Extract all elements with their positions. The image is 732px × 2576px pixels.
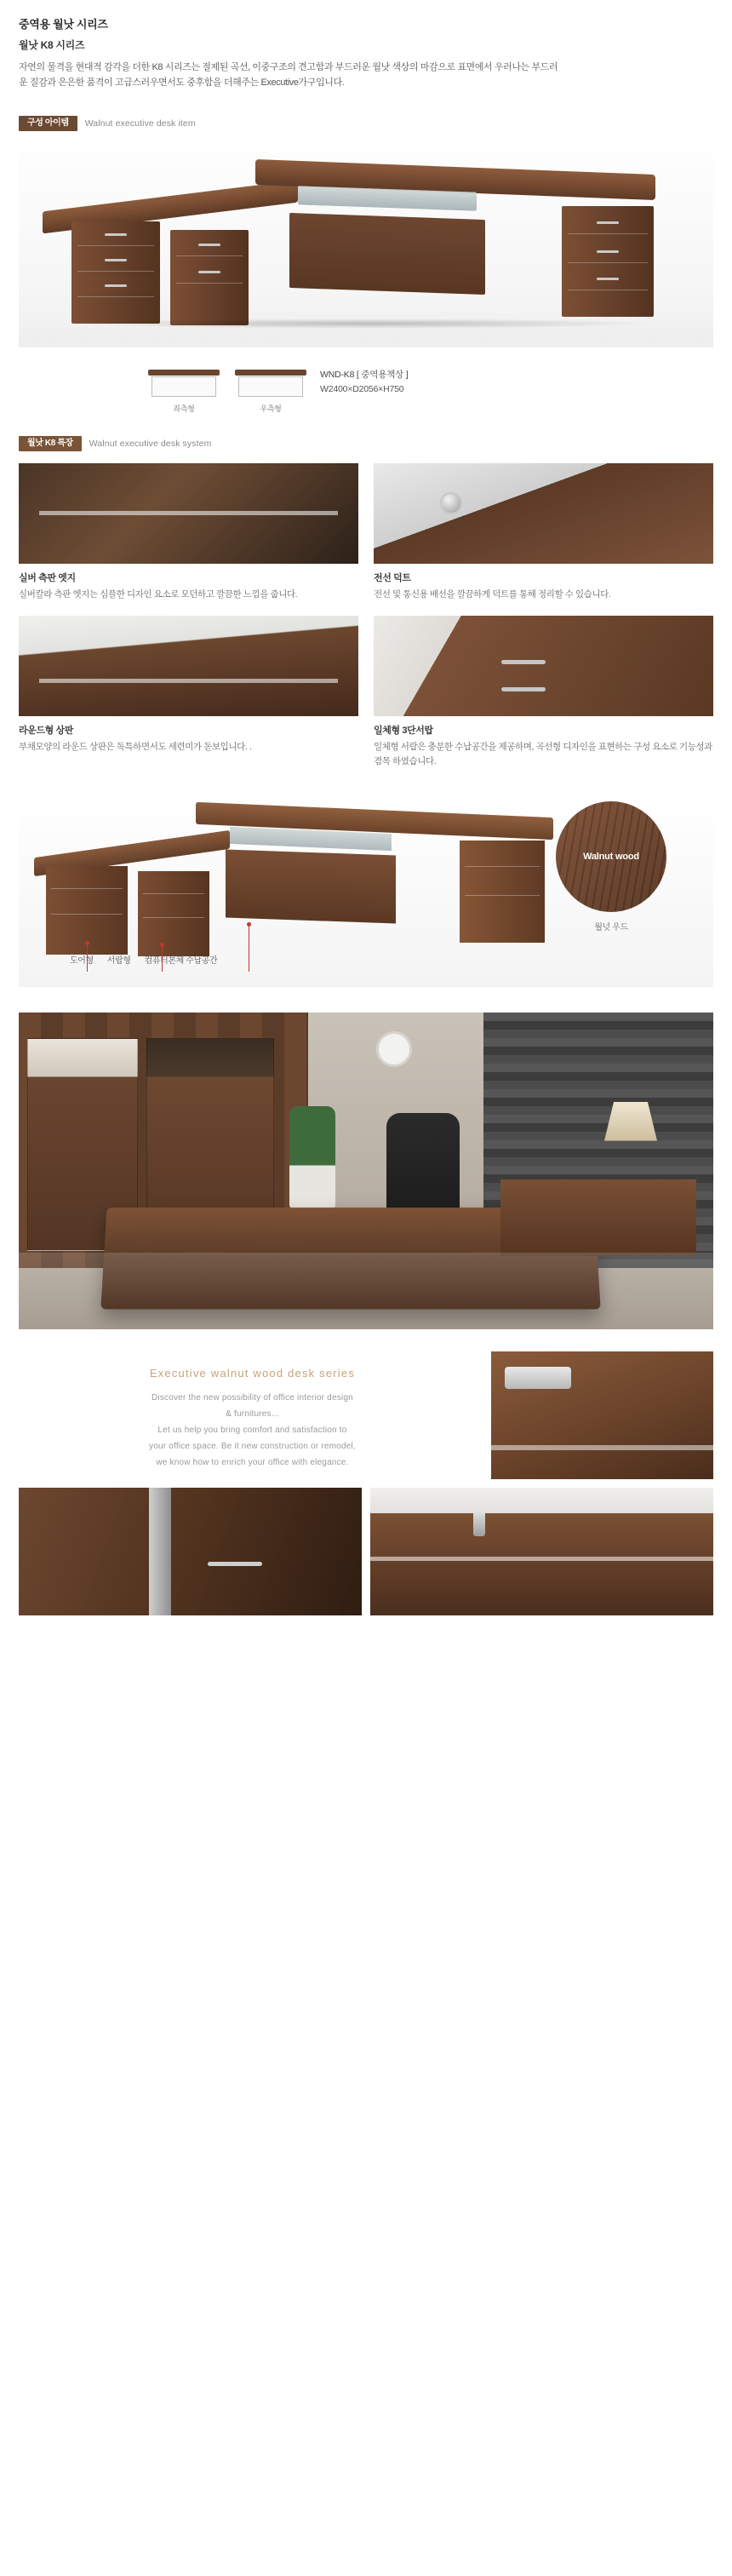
feature-item [19, 463, 358, 602]
section-header-features [19, 436, 732, 451]
spec-text [320, 363, 409, 394]
feature-desc: 일체형 서랍은 충분한 수납공간을 제공하며, 곡선형 디자인을 표현하는 구성 요소로 기능성과 겸목 하였습니다. [374, 742, 712, 766]
cabinet-handle-detail [208, 1562, 262, 1566]
feature-title: 일체형 3단서랍 [374, 726, 433, 737]
walnut-swatch-label: Walnut wood [583, 851, 639, 862]
section-sub-items: Walnut executive desk item [84, 118, 196, 129]
promo-section [19, 1351, 713, 1479]
feature-photo-3drawer [374, 616, 713, 716]
desk-illustration [43, 162, 689, 332]
product-dimension: W2400×D2056×H750 [320, 384, 404, 395]
intro-body: 자연의 물격을 현대적 감각을 더한 K8 시리즈는 절제된 곡선, 이중구조의 견고함과 부드러운 월낫 색상의 마감으로 표면에서 우러나는 부드러운 질감과 은은한 품격이 고급스러우면서도 중후함을 더해주는 Executive가구입니다. [19, 62, 558, 89]
edge-highlight-detail [370, 1557, 713, 1561]
callout-diagram [19, 791, 713, 987]
feature-title: 실버 측판 엣지 [19, 573, 76, 584]
promo-text-block [19, 1351, 491, 1479]
pedestal-middle [170, 230, 249, 325]
variant-thumb-right [233, 363, 308, 414]
potted-plant [289, 1106, 335, 1208]
callout-labels [70, 953, 217, 966]
silver-knob-detail [473, 1511, 485, 1536]
callout-label-door: 도어형 [70, 955, 94, 966]
callout-label-drawer: 서랍형 [106, 955, 131, 966]
section-tag-features: 월낫 K8 특장 [19, 436, 82, 451]
detail-photo-cabinet-column [19, 1488, 362, 1615]
callout-modesty-panel [226, 849, 396, 923]
page-title: 중역용 월낫 시리즈 [19, 18, 108, 31]
desk-edge-highlight [491, 1445, 713, 1450]
hero-product-photo [19, 143, 713, 347]
pedestal-left [71, 221, 160, 324]
feature-item [374, 463, 713, 602]
feature-photo-silver-edge [19, 463, 358, 564]
promo-line: your office space. Be it new construction or remodel, [149, 1441, 356, 1451]
variant-shape-left [146, 363, 221, 400]
product-code: WND-K8 [ 중역용책상 ] [320, 370, 409, 381]
spec-row [19, 363, 713, 414]
promo-body [27, 1390, 478, 1471]
feature-desc: 실버칼라 측판 엣지는 심플한 디자인 요소로 모던하고 깔끔한 느낌을 줍니다. [19, 589, 298, 600]
promo-line: Let us help you bring comfort and satisfaction to [157, 1425, 347, 1435]
detail-photo-desk-edge [370, 1488, 713, 1615]
feature-title: 라운드형 상판 [19, 726, 74, 737]
callout-right-pedestal [460, 840, 545, 943]
walnut-swatch-circle [556, 801, 666, 912]
feature-desc: 부채모양의 라운드 상판은 독특하면서도 세련미가 돋보입니다. . [19, 742, 252, 753]
feature-item [19, 616, 358, 769]
wall-clock [376, 1031, 412, 1067]
variant-caption-right: 우측형 [260, 404, 282, 414]
intro-section [0, 0, 732, 94]
silver-column-detail [149, 1488, 171, 1615]
promo-line: & furnitures... [226, 1408, 279, 1419]
feature-desc: 전선 및 통신용 배선을 깔끔하게 덕트를 통해 정리할 수 있습니다. [374, 589, 611, 600]
promo-line: Discover the new possibility of office interior design [152, 1392, 353, 1403]
promo-line: we know how to enrich your office with elegance. [156, 1457, 349, 1467]
callout-label-pc-space: 컴퓨터본체 수납공간 [144, 955, 218, 966]
pedestal-right [562, 206, 654, 317]
side-credenza [500, 1179, 696, 1256]
callout-drawer-unit [138, 871, 209, 956]
page-subtitle: 월낫 K8 시리즈 [19, 39, 85, 51]
floor-reflection [19, 1253, 713, 1329]
promo-title: Executive walnut wood desk series [149, 1366, 356, 1380]
feature-grid [19, 463, 713, 768]
section-sub-features: Walnut executive desk system [89, 439, 212, 450]
callout-desk-illustration [34, 800, 562, 949]
feature-photo-cable-duct [374, 463, 713, 564]
variant-caption-left: 좌측형 [173, 404, 195, 414]
desk-modesty-panel [289, 213, 485, 295]
promo-photo-desk-phone [491, 1351, 713, 1479]
section-tag-items: 구성 아이템 [19, 116, 77, 131]
section-header-items [19, 116, 732, 131]
desk-phone [505, 1367, 571, 1389]
variant-thumb-left [146, 363, 221, 414]
feature-photo-round-top [19, 616, 358, 716]
desk-shadow [68, 318, 664, 329]
bottom-photo-row [19, 1488, 713, 1615]
material-swatch [543, 801, 679, 932]
feature-title: 전선 덕트 [374, 573, 411, 584]
walnut-swatch-caption: 월넛 우드 [594, 922, 628, 932]
office-room-photo [19, 1013, 713, 1329]
variant-shape-right [233, 363, 308, 400]
feature-item [374, 616, 713, 769]
